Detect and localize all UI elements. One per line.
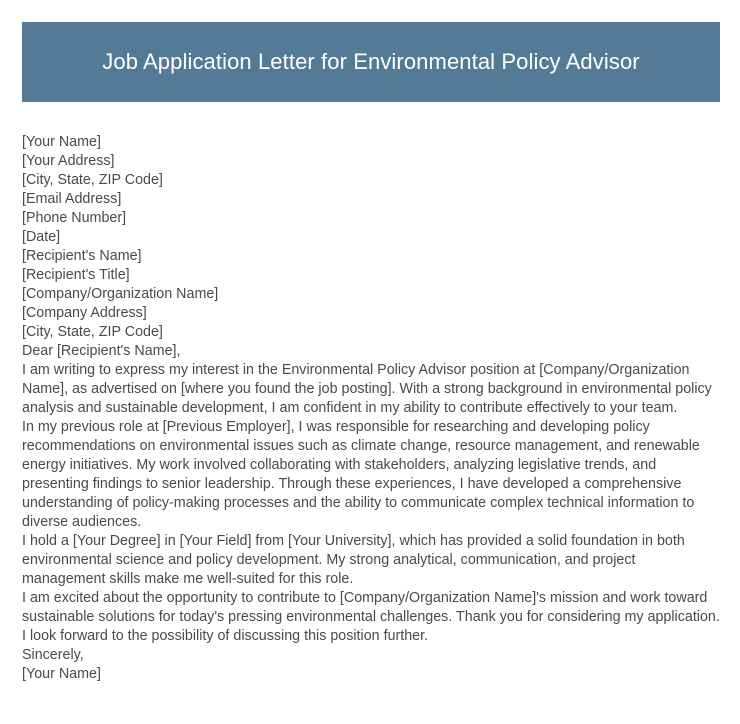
letter-line: [Your Address] — [22, 153, 115, 169]
letter-line: [Date] — [22, 229, 61, 245]
letter-line: [Company/Organization Name] — [22, 286, 219, 302]
letter-line: [City, State, ZIP Code] — [22, 172, 163, 188]
letter-paragraph: I am excited about the opportunity to contribute to [Company/Organization Name]'s mission and work toward sustainable solutions for today's pressing environmental challenges. Thank you for considering my application. I look forward to the possibility of discussing this position further. — [22, 590, 720, 644]
letter-line: Dear [Recipient's Name], — [22, 343, 181, 359]
document-header-banner — [22, 22, 720, 102]
letter-line: [City, State, ZIP Code] — [22, 324, 163, 340]
letter-line: [Your Name] — [22, 134, 101, 150]
letter-line: [Recipient's Title] — [22, 267, 130, 283]
letter-paragraph: I hold a [Your Degree] in [Your Field] from [Your University], which has provided a solid foundation in both environmental science and policy development. My strong analytical, communication, and project management skills make me well-suited for this role. — [22, 533, 685, 587]
letter-paragraph: I am writing to express my interest in the Environmental Policy Advisor position at [Company/Organization Name], as advertised on [where you found the job posting]. With a strong background in environmental policy analysis and sustainable development, I am confident in my ability to contribute effectively to your team. — [22, 362, 712, 416]
letter-paragraph: In my previous role at [Previous Employer], I was responsible for researching and developing policy recommendations on environmental issues such as climate change, resource management, and renewable energy initiatives. My work involved collaborating with stakeholders, analyzing legislative trends, and presenting findings to senior leadership. Through these experiences, I have developed a comprehensive understanding of policy-making processes and the ability to communicate complex technical information to diverse audiences. — [22, 419, 700, 530]
letter-line: [Your Name] — [22, 666, 101, 682]
page-title: Job Application Letter for Environmental Policy Advisor — [102, 48, 640, 74]
letter-line: [Recipient's Name] — [22, 248, 142, 264]
letter-line: [Company Address] — [22, 305, 147, 321]
letter-line: [Email Address] — [22, 191, 122, 207]
letter-line: [Phone Number] — [22, 210, 127, 226]
letter-line: Sincerely, — [22, 647, 84, 663]
letter-body — [22, 133, 722, 684]
